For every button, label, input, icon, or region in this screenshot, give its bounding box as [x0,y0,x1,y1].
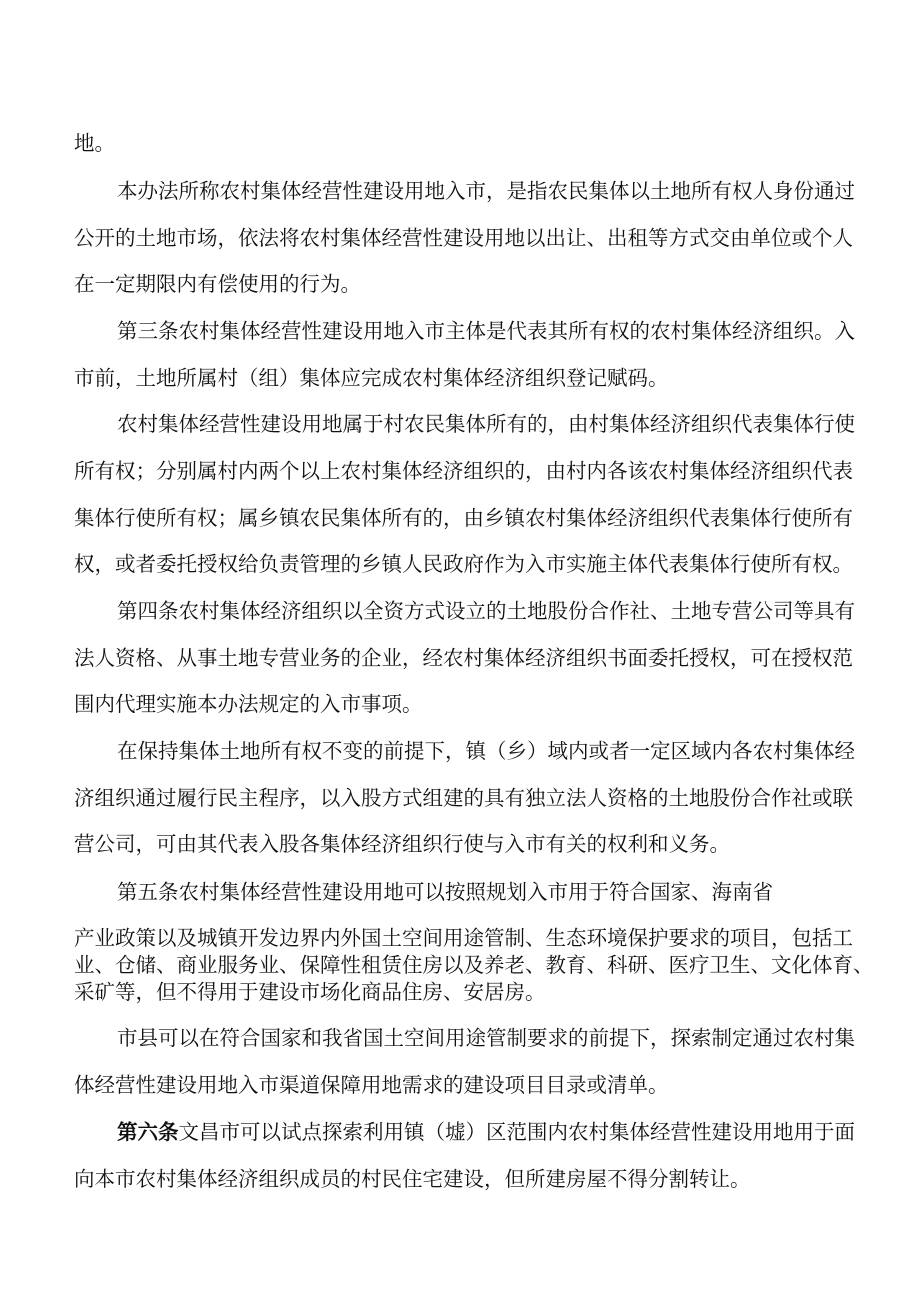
text-line: 权，或者委托授权给负责管理的乡镇人民政府作为入市实施主体代表集体行使所有权。 [74,552,853,576]
text-line: 本办法所称农村集体经营性建设用地入市，是指农民集体以土地所有权人身份通过 [117,179,855,203]
text-line [117,1120,855,1144]
text-line: 农村集体经营性建设用地属于村农民集体所有的，由村集体经济组织代表集体行使 [117,412,855,436]
text-line: 市前，土地所属村（组）集体应完成农村集体经济组织登记赋码。 [74,366,669,390]
text-line: 法人资格、从事土地专营业务的企业，经农村集体经济组织书面委托授权，可在授权范 [74,646,853,670]
text-line: 市县可以在符合国家和我省国土空间用途管制要求的前提下，探索制定通过农村集 [117,1026,855,1050]
text-line: 围内代理实施本办法规定的入市事项。 [74,692,423,716]
text-line: 第四条农村集体经济组织以全资方式设立的土地股份合作社、土地专营公司等具有 [117,599,855,623]
text-line: 体经营性建设用地入市渠道保障用地需求的建设项目目录或清单。 [74,1073,669,1097]
text-line: 向本市农村集体经济组织成员的村民住宅建设，但所建房屋不得分割转让。 [74,1167,751,1191]
article-label: 第六条 [117,1120,179,1144]
text-line: 在保持集体土地所有权不变的前提下，镇（乡）域内或者一定区域内各农村集体经 [117,739,855,763]
text-line: 地。 [74,131,115,155]
text-line: 所有权；分别属村内两个以上农村集体经济组织的，由村内各该农村集体经济组织代表 [74,459,853,483]
text-line: 第五条农村集体经营性建设用地可以按照规划入市用于符合国家、海南省 [117,880,773,904]
text-line: 在一定期限内有偿使用的行为。 [74,272,361,296]
text-line: 济组织通过履行民主程序，以入股方式组建的具有独立法人资格的土地股份合作社或联 [74,786,853,810]
text-line: 营公司，可由其代表入股各集体经济组织行使与入市有关的权利和义务。 [74,832,730,856]
text-line: 产业政策以及城镇开发边界内外国土空间用途管制、生态环境保护要求的项目，包括工 [74,926,853,950]
article-text: 文昌市可以试点探索利用镇（墟）区范围内农村集体经营性建设用地用于面 [178,1120,855,1144]
text-line: 业、仓储、商业服务业、保障性租赁住房以及养老、教育、科研、医疗卫生、文化体育、 [74,953,874,977]
text-line: 公开的土地市场，依法将农村集体经营性建设用地以出让、出租等方式交由单位或个人 [74,226,853,250]
text-line: 第三条农村集体经营性建设用地入市主体是代表其所有权的农村集体经济组织。入 [117,319,855,343]
text-line: 集体行使所有权；属乡镇农民集体所有的，由乡镇农村集体经济组织代表集体行使所有 [74,506,853,530]
text-line: 采矿等，但不得用于建设市场化商品住房、安居房。 [74,980,546,1004]
